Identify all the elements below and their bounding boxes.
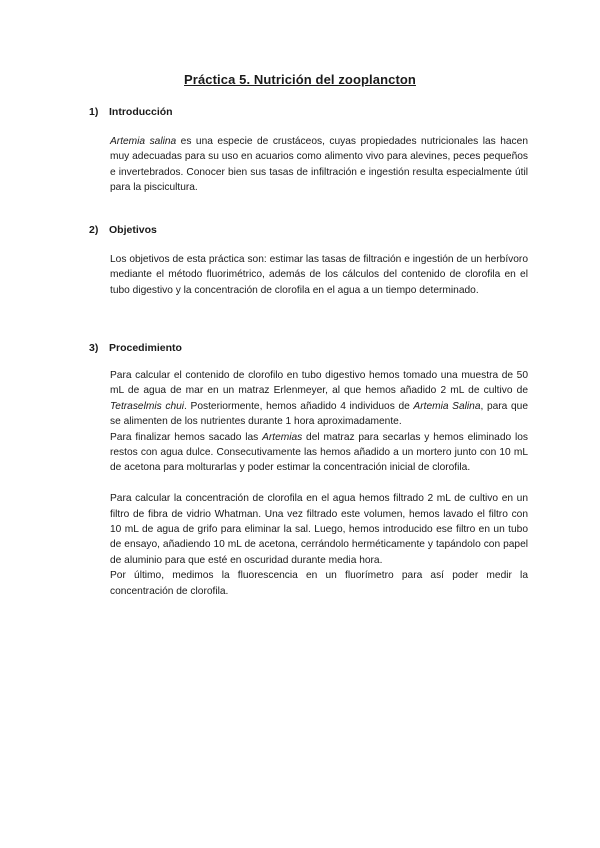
section-number: 3) [89,342,99,354]
section-heading-objetivos [89,224,157,236]
paragraph [110,430,528,476]
paragraph [110,491,528,568]
section-heading-text: Objetivos [109,224,157,236]
text-run: Tetraselmis chui [110,400,185,412]
paragraph-spacer [110,476,528,491]
section-heading-procedimiento [89,342,182,354]
section-number: 2) [89,224,99,236]
section-body-procedimiento [110,368,528,599]
paragraph [110,568,528,599]
paragraph [110,368,528,430]
section-heading-text: Procedimiento [109,342,182,354]
paragraph [110,134,528,196]
text-run: Para finalizar hemos sacado las [110,431,263,443]
text-run: , para que se alimenten de los nutrientes durante 1 hora aproximadamente. [110,400,528,428]
paragraph [110,252,528,298]
text-run: es una especie de crustáceos, cuyas propiedades nutricionales las hacen muy adecuadas para su uso en acuarios como alimento vivo para alevines, peces pequeños e invertebrados. Conocer bien sus tasas de infiltración e ingestión resulta especialmente útil para la piscicultura. [110,136,528,194]
text-run: Para calcular la concentración de clorofila en el agua hemos filtrado 2 mL de cultivo en un filtro de fibra de vidrio Whatman. Una vez filtrado este volumen, hemos lavado el filtro con 10 mL de agua de grifo para eliminar la sal. Luego, hemos introducido ese filtro en un tubo de ensayo, añadiendo 10 mL de acetona, cerrándolo herméticamente y tapándolo con papel de aluminio para que esté en oscuridad durante media hora. [110,493,528,566]
section-heading-text: Introducción [109,106,173,118]
page-title: Práctica 5. Nutrición del zooplancton [184,72,416,87]
text-run: del matraz para secarlas y hemos eliminado los restos con agua dulce. Consecutivamente las hemos añadido a un mortero junto con 10 mL de acetona para molturarlas y poder estimar la concentración inicial de clorofila. [110,431,528,474]
text-run: Los objetivos de esta práctica son: estimar las tasas de filtración e ingestión de un herbívoro mediante el método fluorimétrico, además de los cálculos del contenido de clorofila en el tubo digestivo y la concentración de clorofila en el agua a un tiempo determinado. [110,254,528,296]
text-run: . Posteriormente, hemos añadido 4 individuos de [184,400,414,412]
section-body-objetivos [110,252,528,298]
section-heading-introduccion [89,106,173,118]
section-body-introduccion [110,134,528,196]
text-run: Artemia salina [110,136,177,147]
text-run: Para calcular el contenido de clorofilo en tubo digestivo hemos tomado una muestra de 50 mL de agua de mar en un matraz Erlenmeyer, al que hemos añadido 2 mL de cultivo de [110,370,528,397]
section-number: 1) [89,106,99,118]
text-run: Artemias [262,431,303,443]
text-run: Artemia Salina [413,400,481,412]
text-run: Por último, medimos la fluorescencia en un fluorímetro para así poder medir la concentración de clorofila. [110,570,528,597]
